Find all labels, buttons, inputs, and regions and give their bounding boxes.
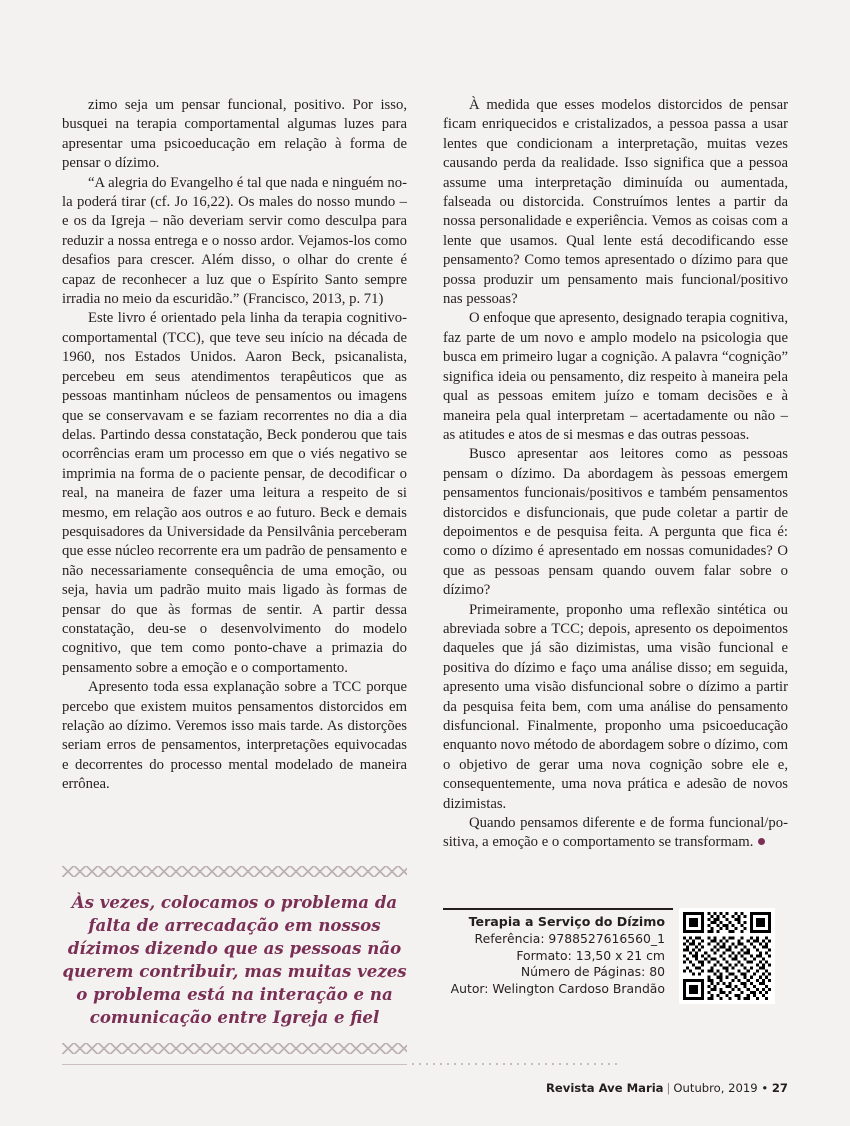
page-footer [546, 1081, 788, 1095]
paragraph: Apresento toda essa explanação sobre a TCC porque percebo que existem muitos pensamentos distorcidos em relação ao dízimo. Veremos isso mais tarde. As distorções seriam erros de pensamentos, interpretações equivocadas e decorrentes do processo mental modelado de maneira errônea. [62, 679, 407, 793]
book-info-text [443, 908, 673, 997]
diamond-rule-bottom [62, 1043, 407, 1054]
left-column [62, 96, 407, 853]
book-author: Autor: Welington Cardoso Brandão [450, 980, 665, 996]
book-title: Terapia a Serviço do Dízimo [468, 914, 665, 929]
right-column [443, 96, 788, 853]
paragraph-text: Quando pensamos diferente e de forma funcional/positiva, a emoção e o comportamento se transformam. [443, 815, 788, 851]
book-info-box [443, 908, 788, 1004]
paragraph: “A alegria do Evangelho é tal que nada e ninguém no-la poderá tirar (cf. Jo 16,22). Os males do nosso mundo – e os da Igreja – não deveriam servir como desculpa para reduzir a nossa entrega e o nosso ardor. Vejamos-los como desafios para crescer. Além disso, o olhar do crente é capaz de reconhecer a luz que o Espírito Santo sempre irradia no meio da escuridão.” (Francisco, 2013, p. 71) [62, 174, 407, 308]
paragraph: O enfoque que apresento, designado terapia cognitiva, faz parte de um novo e amplo modelo na psicologia que busca em primeiro lugar a cognição. A palavra “cognição” significa ideia ou pensamento, diz respeito à maneira pela qual as pessoas emitem juízo e tomam decisões e à maneira pela qual interpretam – acertadamente ou não – as atitudes e atos de si mesmas e das outras pessoas. [443, 310, 788, 443]
qr-code-icon[interactable] [679, 908, 775, 1004]
paragraph: Busco apresentar aos leitores como as pessoas pensam o dízimo. Da abordagem às pessoas emergem pensamentos funcionais/positivos e também pensamentos distorcidos e disfuncionais, que pude coletar a partir de depoimentos e de pesquisa feita. A pergunta que fica é: como o dízimo é apresentado em nossas comunidades? O que as pessoas pensam quando ouvem falar sobre o dízimo? [443, 446, 788, 599]
footer-publication: Revista Ave Maria [545, 1081, 664, 1095]
paragraph: zimo seja um pensar funcional, positivo. Por isso, busquei na terapia comportamental algumas luzes para apresentar uma psicoeducação em relação à forma de pensar o dízimo. [62, 97, 407, 172]
book-reference: Referência: 9788527616560_1 [474, 931, 665, 946]
diamond-rule-top [62, 866, 407, 877]
end-of-article-dot [758, 838, 765, 845]
paragraph: À medida que esses modelos distorcidos de pensar ficam enriquecidos e cristalizados, a pessoa passa a usar lentes que condicionam a interpretação, muitas vezes causando perda da realidade. Isso significa que a pessoa assume uma interpretação diminuída ou aumentada, falseada ou distorcida. Construímos lentes a partir da nossa personalidade e experiência. Vemos as coisas com a lente que usamos. Qual lente está decodificando esse pensamento? Como temos apresentado o dízimo para que possa produzir um pensamento mais funcional/positivo nas pessoas? [443, 97, 788, 308]
footer-bullet: • [761, 1081, 769, 1095]
paragraph: Primeiramente, proponho uma reflexão sintética ou abreviada sobre a TCC; depois, apresento os depoimentos daqueles que já são dizimistas, uma visão funcional e positiva do dízimo e faço uma análise disso; em seguida, apresento uma visão disfuncional sobre o dízimo a partir da pesquisa feita bem, com uma análise do pensamento disfuncional. Finalmente, proponho uma psicoeducação enquanto novo método de abordagem sobre o dízimo, com o objetivo de gerar uma nova cognição sobre ele e, consequentemente, uma nova prática e adesão de novos dizimistas. [443, 601, 788, 812]
article-body [62, 96, 788, 853]
paragraph-final [443, 814, 788, 853]
qr-code-svg [683, 912, 771, 1000]
footer-dotted-rule [411, 1060, 621, 1068]
book-format: Formato: 13,50 x 21 cm [516, 947, 665, 963]
page-number: 27 [771, 1081, 788, 1095]
pull-quote-text: Às vezes, colocamos o problema da falta de arrecadação em nossos dízimos dizendo que as pessoas não querem contribuir, mas muitas vezes o problema está na interação e na comunicação entre Igreja e fiel [62, 892, 407, 1027]
paragraph: Este livro é orientado pela linha da terapia cognitivo-comportamental (TCC), que teve seu início na década de 1960, nos Estados Unidos. Aaron Beck, psicanalista, percebeu em seus atendimentos terapêuticos que as pessoas mantinham núcleos de pensamentos ou imagens que se conservavam e se faziam recorrentes no dia a dia delas. Partindo dessa constatação, Beck ponderou que tais ocorrências eram um processo em que o viés negativo se imprimia na forma de o paciente pensar, de decodificar o real, na maneira de fazer uma leitura a respeito de si mesmo, em relação aos outros e ao futuro. Beck e demais pesquisadores da Universidade da Pensilvânia perceberam que esse núcleo recorrente era um padrão de pensamento e não necessariamente consequência de uma emoção, ou seja, havia um padrão muito mais ligado às formas de pensar do que às formas de sentir. A partir dessa constatação, deu-se o desenvolvimento do modelo cognitivo, que tem como ponto-chave a primazia do pensamento sobre a emoção e o comportamento. [62, 310, 407, 676]
footer-issue: Outubro, 2019 [673, 1081, 758, 1095]
book-pages: Número de Páginas: 80 [520, 964, 665, 979]
footer-separator: | [666, 1081, 671, 1095]
footer-divider [62, 1064, 407, 1065]
pull-quote [62, 866, 407, 1054]
